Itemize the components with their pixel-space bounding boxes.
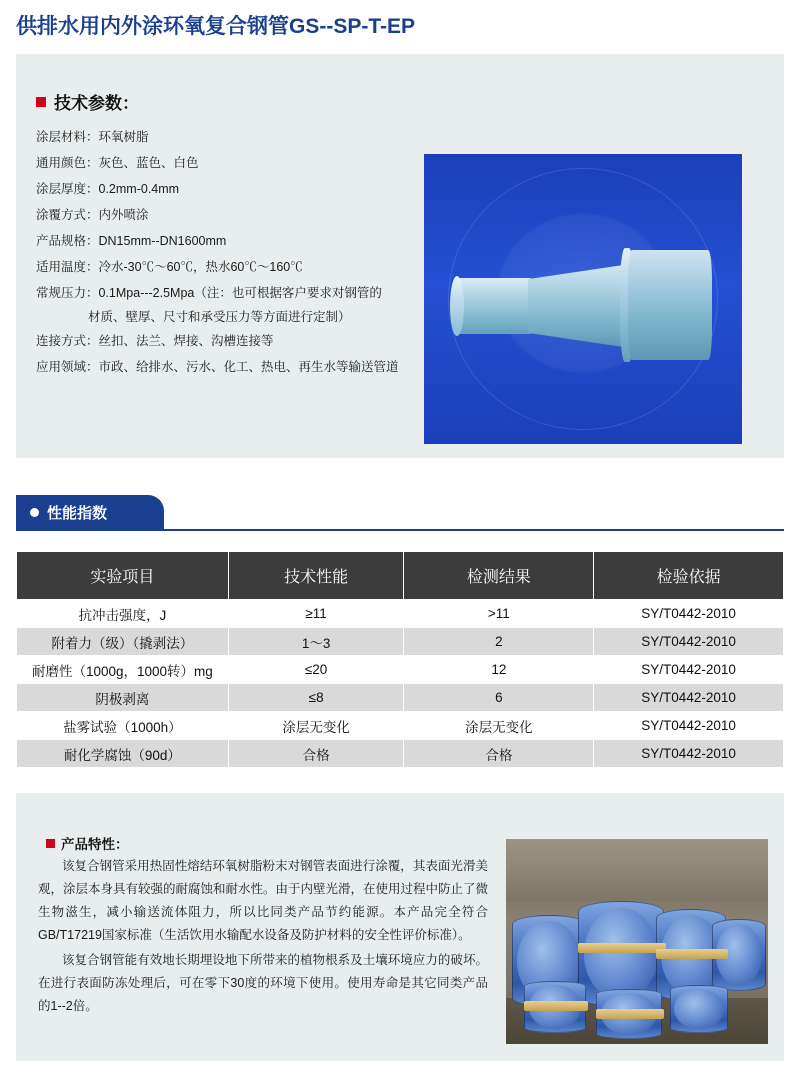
- cell-test-standard: SY/T0442-2010: [594, 684, 784, 712]
- table-row: [17, 684, 784, 712]
- cell-test-standard: SY/T0442-2010: [594, 656, 784, 684]
- cell-technical-performance: 合格: [228, 740, 404, 768]
- table-row: [17, 656, 784, 684]
- cell-test-item: 附着力（级）（撬剥法）: [17, 628, 229, 656]
- cell-test-item: 阴极剥离: [17, 684, 229, 712]
- spec-item: 涂层厚度：0.2mm-0.4mm: [36, 182, 180, 196]
- pipe-end: [670, 985, 728, 1033]
- red-square-bullet-icon: [36, 97, 46, 107]
- product-features-panel: [16, 793, 784, 1061]
- pipe-strap: [524, 1001, 588, 1011]
- cell-test-standard: SY/T0442-2010: [594, 600, 784, 628]
- pipe-strap: [578, 943, 666, 953]
- cell-test-item: 抗冲击强度，J: [17, 600, 229, 628]
- feature-paragraph: 该复合钢管能有效地长期埋设地下所带来的植物根系及土壤环境应力的破坏。在进行表面防冻处理后，可在零下30度的环境下使用。使用寿命是其它同类产品的1--2倍。: [38, 953, 488, 1013]
- feature-paragraph: 该复合钢管采用热固性熔结环氧树脂粉末对钢管表面进行涂覆，其表面光滑美观，涂层本身具有较强的耐腐蚀和耐水性。由于内壁光滑，在使用过程中防止了微生物滋生，减小输送流体阻力，所以比同类产品节约能源。本产品完全符合GB/T17219国家标准（生活饮用水输配水设备及防护材料的安全性评价标准）。: [38, 859, 489, 942]
- product-features-heading: [46, 833, 129, 853]
- product-photo-pipe-stack: [506, 839, 768, 1044]
- pipe-small-end-opening: [450, 276, 464, 336]
- cell-test-result: >11: [404, 600, 594, 628]
- column-header-test-result: 检测结果: [404, 552, 594, 600]
- pipe-reducer-illustration: [454, 250, 712, 360]
- technical-parameters-list: [36, 124, 416, 380]
- product-photo-reducer: [424, 154, 742, 444]
- warehouse-wall: [506, 839, 768, 901]
- spec-item: 涂层材料：环氧树脂: [36, 130, 149, 144]
- performance-table: [16, 551, 784, 768]
- spec-item: 涂覆方式：内外喷涂: [36, 208, 149, 222]
- bullet-dot-icon: [30, 508, 39, 517]
- cell-test-item: 耐磨性（1000g，1000转）mg: [17, 656, 229, 684]
- pipe-small-end: [454, 278, 534, 334]
- cell-technical-performance: 1～3: [228, 628, 404, 656]
- table-header-row: [17, 552, 784, 600]
- column-header-test-item: 实验项目: [17, 552, 229, 600]
- pipe-large-end: [628, 250, 712, 360]
- pipe-strap: [596, 1009, 664, 1019]
- spec-item: 常规压力：0.1Mpa---2.5Mpa（注：也可根据客户要求对钢管的: [36, 286, 382, 300]
- spec-item: 应用领域：市政、给排水、污水、化工、热电、再生水等输送管道: [36, 360, 399, 374]
- section-divider: [16, 529, 784, 531]
- cell-test-standard: SY/T0442-2010: [594, 740, 784, 768]
- cell-test-result: 6: [404, 684, 594, 712]
- performance-section-tab-label: 性能指数: [47, 504, 108, 522]
- table-row: [17, 712, 784, 740]
- cell-technical-performance: ≤8: [228, 684, 404, 712]
- cell-technical-performance: ≤20: [228, 656, 404, 684]
- performance-section-tab: [16, 495, 164, 529]
- technical-parameters-heading-text: 技术参数：: [54, 94, 139, 113]
- cell-test-standard: SY/T0442-2010: [594, 712, 784, 740]
- cell-technical-performance: ≥11: [228, 600, 404, 628]
- product-features-text: [38, 855, 488, 1020]
- cell-test-result: 涂层无变化: [404, 712, 594, 740]
- spec-item: 通用颜色：灰色、蓝色、白色: [36, 156, 199, 170]
- column-header-technical-performance: 技术性能: [228, 552, 404, 600]
- pipe-strap: [656, 949, 728, 959]
- table-row: [17, 628, 784, 656]
- product-features-heading-text: 产品特性：: [61, 837, 129, 852]
- cell-test-standard: SY/T0442-2010: [594, 628, 784, 656]
- cell-test-result: 12: [404, 656, 594, 684]
- cell-test-result: 2: [404, 628, 594, 656]
- spec-item: 适用温度：冷水-30℃～60℃，热水60℃～160℃: [36, 260, 303, 274]
- technical-parameters-panel: [16, 54, 784, 458]
- red-square-bullet-icon: [46, 839, 55, 848]
- page-title: 供排水用内外涂环氧复合钢管GS--SP-T-EP: [16, 15, 416, 38]
- column-header-test-standard: 检验依据: [594, 552, 784, 600]
- table-row: [17, 740, 784, 768]
- spec-item-continuation: 材质、壁厚、尺寸和承受压力等方面进行定制）: [88, 310, 351, 324]
- cell-test-result: 合格: [404, 740, 594, 768]
- cell-test-item: 耐化学腐蚀（90d）: [17, 740, 229, 768]
- technical-parameters-heading: [36, 89, 139, 114]
- cell-test-item: 盐雾试验（1000h）: [17, 712, 229, 740]
- spec-item: 连接方式：丝扣、法兰、焊接、沟槽连接等: [36, 334, 274, 348]
- spec-item: 产品规格：DN15mm--DN1600mm: [36, 234, 227, 248]
- pipe-cone-section: [528, 264, 630, 348]
- table-row: [17, 600, 784, 628]
- cell-technical-performance: 涂层无变化: [228, 712, 404, 740]
